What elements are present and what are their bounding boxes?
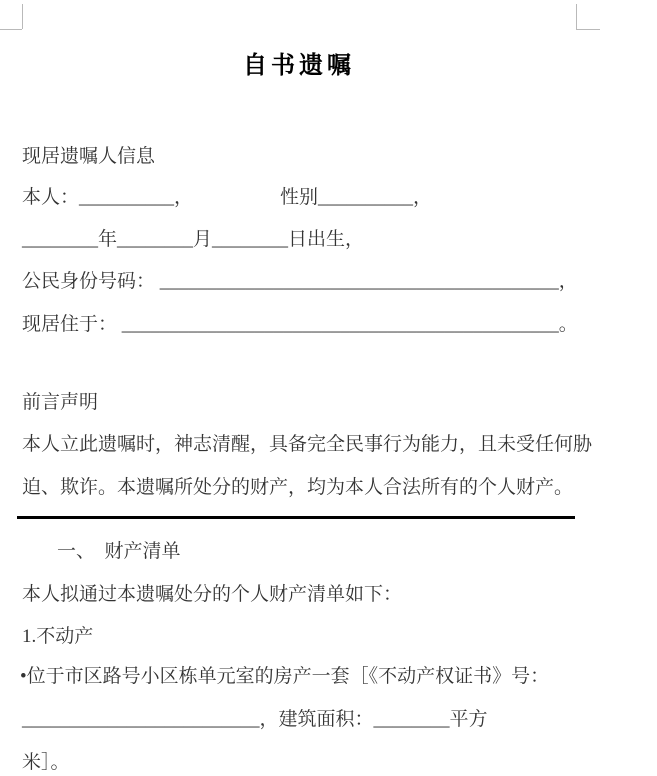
real-estate-item-heading: 1.不动产 (22, 626, 94, 647)
residence-line: 现居住于： ______________________________________________。 (22, 314, 578, 335)
section-divider (17, 516, 575, 519)
preamble-body-line-1: 本人立此遗嘱时，神志清醒，具备完全民事行为能力，且未受任何胁 (22, 434, 593, 455)
real-estate-item-line-2: _________________________，建筑面积：________平方 (22, 709, 488, 730)
preamble-body-line-2: 迫、欺诈。本遗嘱所处分的财产，均为本人合法所有的个人财产。 (22, 477, 574, 498)
text-boundary-corner-mark-top-right-vertical (576, 4, 577, 29)
text-boundary-corner-mark-top-left-vertical (22, 4, 23, 29)
property-list-heading: 一、 财产清单 (57, 541, 181, 562)
property-intro-line: 本人拟通过本遗嘱处分的个人财产清单如下： (22, 584, 403, 605)
document-title: 自书遗嘱 (243, 53, 355, 79)
name-label-with-blank: 本人：__________， (22, 187, 194, 208)
id-number-line: 公民身份号码： __________________________________________， (22, 271, 578, 292)
testator-info-heading: 现居遗嘱人信息 (22, 146, 156, 167)
name-gender-line (22, 186, 433, 210)
gender-label-with-blank: 性别__________， (280, 187, 433, 208)
text-boundary-corner-mark-top-right-horizontal (576, 29, 600, 30)
preamble-heading: 前言声明 (22, 392, 99, 413)
real-estate-item-line-3: 米］。 (22, 752, 70, 773)
real-estate-item-line-1: •位于市区路号小区栋单元室的房产一套［《不动产权证书》号： (20, 666, 550, 687)
birthdate-line: ________年________月________日出生， (22, 229, 365, 250)
text-boundary-corner-mark-top-left-horizontal (0, 29, 22, 30)
